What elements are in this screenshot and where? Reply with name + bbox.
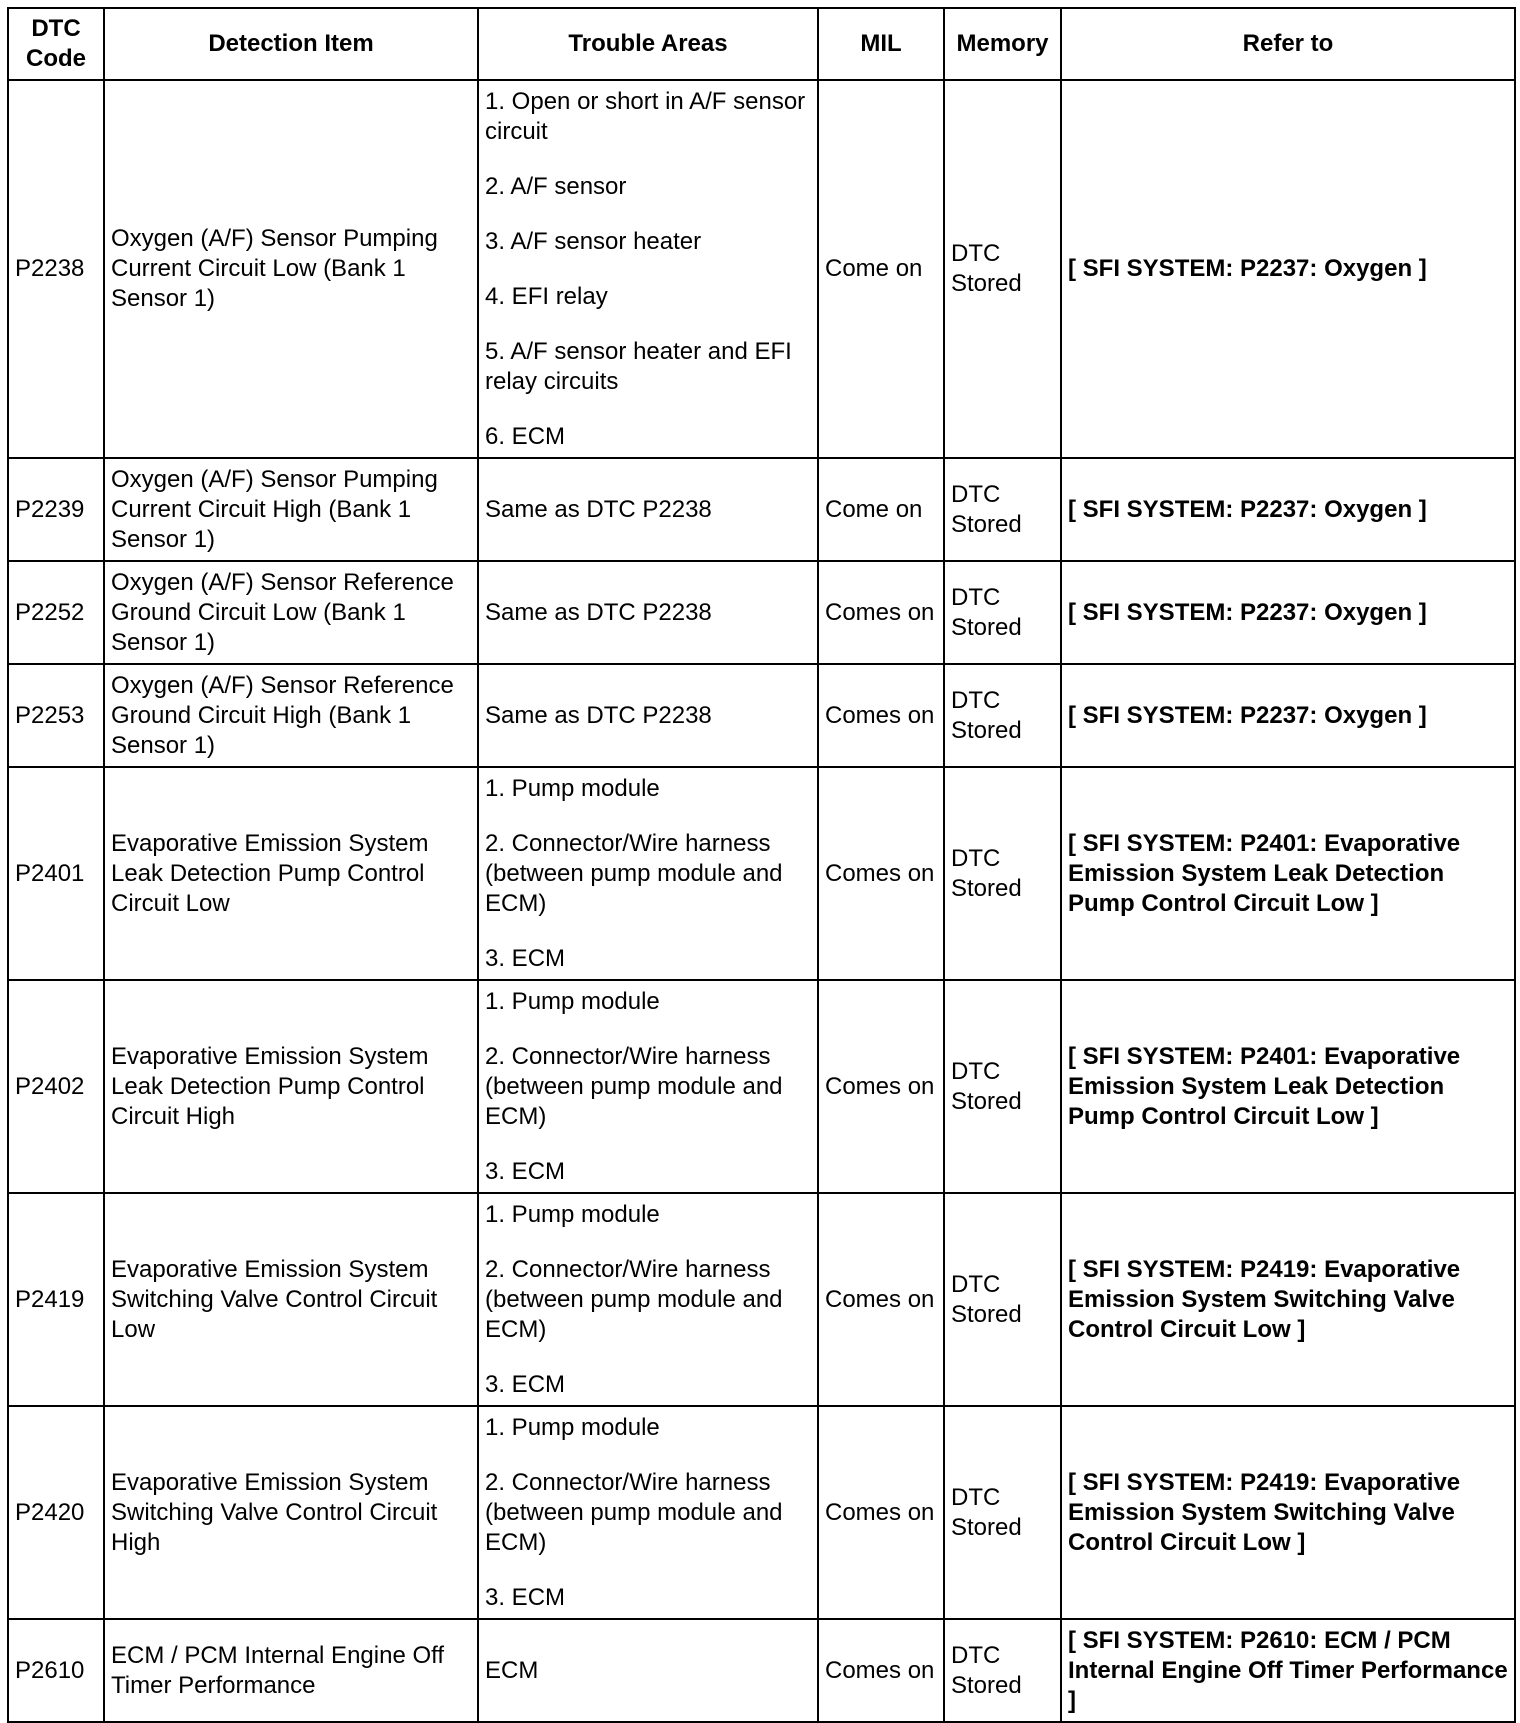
detection-item-cell: Oxygen (A/F) Sensor Pumping Current Circuit Low (Bank 1 Sensor 1) [104, 80, 478, 458]
header-trouble-areas: Trouble Areas [478, 8, 818, 80]
mil-cell: Comes on [818, 1406, 944, 1619]
trouble-area-item: 6. ECM [485, 422, 566, 450]
detection-item-cell: Evaporative Emission System Switching Valve Control Circuit High [104, 1406, 478, 1619]
dtc-code-cell: P2420 [8, 1406, 104, 1619]
trouble-areas-cell [478, 1406, 818, 1619]
memory-cell: DTC Stored [944, 458, 1061, 561]
trouble-area-item: 3. ECM [485, 1157, 566, 1185]
mil-cell: Comes on [818, 1193, 944, 1406]
dtc-code-cell: P2238 [8, 80, 104, 458]
mil-cell: Comes on [818, 1619, 944, 1722]
table-header-row [8, 8, 1515, 80]
trouble-area-item: 1. Pump module [485, 1413, 660, 1441]
mil-cell: Comes on [818, 664, 944, 767]
trouble-area-item: 3. ECM [485, 944, 566, 972]
table-row [8, 80, 1515, 458]
trouble-areas-cell [478, 664, 818, 767]
memory-cell: DTC Stored [944, 980, 1061, 1193]
refer-to-cell: [ SFI SYSTEM: P2237: Oxygen ] [1061, 664, 1515, 767]
trouble-area-item: 1. Pump module [485, 987, 660, 1015]
table-row [8, 1619, 1515, 1722]
refer-to-cell: [ SFI SYSTEM: P2237: Oxygen ] [1061, 561, 1515, 664]
header-detection-item: Detection Item [104, 8, 478, 80]
mil-cell: Comes on [818, 561, 944, 664]
table-row [8, 1193, 1515, 1406]
table-row [8, 458, 1515, 561]
dtc-code-cell: P2402 [8, 980, 104, 1193]
dtc-code-cell: P2419 [8, 1193, 104, 1406]
trouble-areas-cell [478, 767, 818, 980]
dtc-table [7, 7, 1516, 1723]
trouble-area-item: 2. Connector/Wire harness (between pump module and ECM) [485, 1255, 783, 1343]
trouble-area-item: Same as DTC P2238 [485, 598, 712, 626]
memory-cell: DTC Stored [944, 767, 1061, 980]
trouble-area-item: 4. EFI relay [485, 282, 608, 310]
detection-item-cell: Evaporative Emission System Leak Detection Pump Control Circuit High [104, 980, 478, 1193]
dtc-code-cell: P2610 [8, 1619, 104, 1722]
detection-item-cell: ECM / PCM Internal Engine Off Timer Performance [104, 1619, 478, 1722]
refer-to-cell: [ SFI SYSTEM: P2237: Oxygen ] [1061, 458, 1515, 561]
trouble-areas-cell [478, 1619, 818, 1722]
dtc-code-cell: P2253 [8, 664, 104, 767]
trouble-area-item: 2. Connector/Wire harness (between pump module and ECM) [485, 829, 783, 917]
memory-cell: DTC Stored [944, 1193, 1061, 1406]
trouble-area-item: 2. Connector/Wire harness (between pump module and ECM) [485, 1468, 783, 1556]
trouble-area-item: 3. A/F sensor heater [485, 227, 702, 255]
trouble-areas-cell [478, 458, 818, 561]
table-row [8, 767, 1515, 980]
header-memory: Memory [944, 8, 1061, 80]
table-row [8, 561, 1515, 664]
detection-item-cell: Evaporative Emission System Switching Valve Control Circuit Low [104, 1193, 478, 1406]
trouble-area-item: Same as DTC P2238 [485, 495, 712, 523]
dtc-code-cell: P2239 [8, 458, 104, 561]
refer-to-cell: [ SFI SYSTEM: P2237: Oxygen ] [1061, 80, 1515, 458]
detection-item-cell: Evaporative Emission System Leak Detection Pump Control Circuit Low [104, 767, 478, 980]
refer-to-cell: [ SFI SYSTEM: P2419: Evaporative Emission System Switching Valve Control Circuit Low ] [1061, 1193, 1515, 1406]
mil-cell: Come on [818, 458, 944, 561]
trouble-area-item: 3. ECM [485, 1370, 566, 1398]
trouble-area-item: 5. A/F sensor heater and EFI relay circuits [485, 337, 792, 395]
trouble-area-item: 1. Pump module [485, 774, 660, 802]
trouble-area-item: 1. Open or short in A/F sensor circuit [485, 87, 806, 145]
dtc-code-cell: P2401 [8, 767, 104, 980]
mil-cell: Comes on [818, 767, 944, 980]
detection-item-cell: Oxygen (A/F) Sensor Reference Ground Circuit High (Bank 1 Sensor 1) [104, 664, 478, 767]
trouble-area-item: 1. Pump module [485, 1200, 660, 1228]
mil-cell: Comes on [818, 980, 944, 1193]
memory-cell: DTC Stored [944, 561, 1061, 664]
memory-cell: DTC Stored [944, 1619, 1061, 1722]
trouble-areas-cell [478, 1193, 818, 1406]
table-row [8, 1406, 1515, 1619]
memory-cell: DTC Stored [944, 80, 1061, 458]
trouble-area-item: ECM [485, 1656, 539, 1684]
table-row [8, 980, 1515, 1193]
trouble-areas-cell [478, 561, 818, 664]
trouble-area-item: Same as DTC P2238 [485, 701, 712, 729]
header-refer-to: Refer to [1061, 8, 1515, 80]
detection-item-cell: Oxygen (A/F) Sensor Reference Ground Circuit Low (Bank 1 Sensor 1) [104, 561, 478, 664]
refer-to-cell: [ SFI SYSTEM: P2610: ECM / PCM Internal Engine Off Timer Performance ] [1061, 1619, 1515, 1722]
memory-cell: DTC Stored [944, 1406, 1061, 1619]
refer-to-cell: [ SFI SYSTEM: P2419: Evaporative Emission System Switching Valve Control Circuit Low ] [1061, 1406, 1515, 1619]
header-mil: MIL [818, 8, 944, 80]
refer-to-cell: [ SFI SYSTEM: P2401: Evaporative Emission System Leak Detection Pump Control Circuit Low ] [1061, 767, 1515, 980]
trouble-areas-cell [478, 80, 818, 458]
dtc-code-cell: P2252 [8, 561, 104, 664]
header-dtc-code: DTC Code [8, 8, 104, 80]
memory-cell: DTC Stored [944, 664, 1061, 767]
detection-item-cell: Oxygen (A/F) Sensor Pumping Current Circuit High (Bank 1 Sensor 1) [104, 458, 478, 561]
refer-to-cell: [ SFI SYSTEM: P2401: Evaporative Emission System Leak Detection Pump Control Circuit Low ] [1061, 980, 1515, 1193]
trouble-area-item: 2. A/F sensor [485, 172, 627, 200]
table-row [8, 664, 1515, 767]
trouble-area-item: 3. ECM [485, 1583, 566, 1611]
trouble-areas-cell [478, 980, 818, 1193]
mil-cell: Come on [818, 80, 944, 458]
trouble-area-item: 2. Connector/Wire harness (between pump module and ECM) [485, 1042, 783, 1130]
